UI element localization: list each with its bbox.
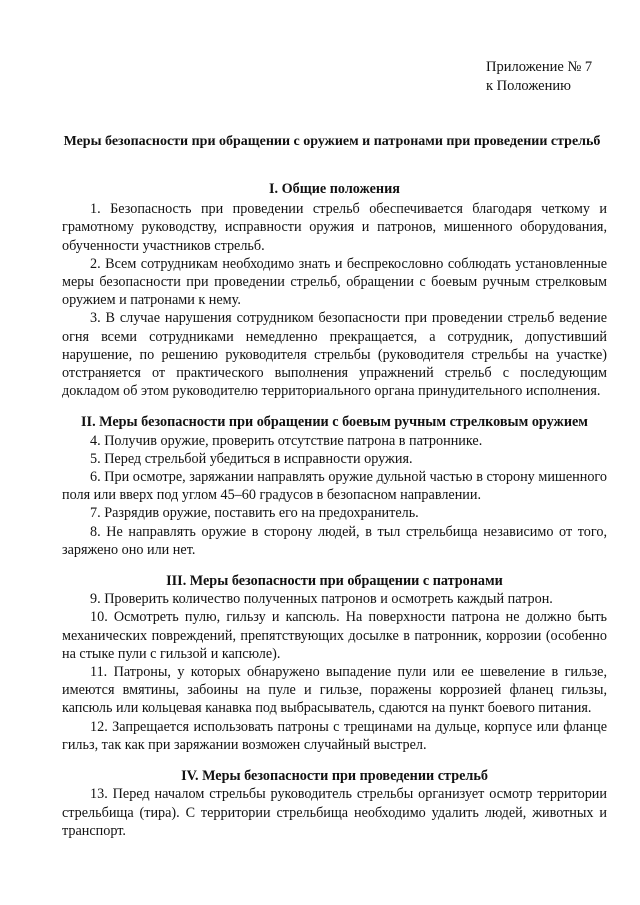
section-heading-3: III. Меры безопасности при обращении с патронами <box>166 573 503 590</box>
paragraph-1: 1. Безопасность при проведении стрельб обеспечивается благодаря четкому и грамотному руководству, исправности оружия и патронов, мишенного оборудования, обученности участников стрельб. <box>62 201 607 254</box>
section-heading-4: IV. Меры безопасности при проведении стрельб <box>181 768 488 785</box>
paragraph-4: 4. Получив оружие, проверить отсутствие патрона в патроннике. <box>90 432 483 449</box>
section-heading-1: I. Общие положения <box>269 181 400 197</box>
paragraph-6: 6. При осмотре, заряжании направлять оружие дульной частью в сторону мишенного поля или вверх под углом 45–60 градусов в безопасном направлении. <box>62 469 607 504</box>
paragraph-3: 3. В случае нарушения сотрудником безопасности при проведении стрельб ведение огня всеми сотрудниками немедленно прекращается, а сотрудник, допустивший нарушение, по решению руководителя стрельбы (руководителя стрельбы на участке) отстраняется от практического выполнения упражнений стрельб с последующим докладом об этом руководителю территориального органа принудительного исполнения. <box>62 310 607 400</box>
paragraph-13: 13. Перед началом стрельбы руководитель стрельбы организует осмотр территории стрельбища (тира). С территории стрельбища необходимо удалить людей, животных и транспорт. <box>62 786 607 839</box>
appendix-reference <box>486 58 592 96</box>
appendix-regulation: к Положению <box>486 78 571 94</box>
paragraph-12: 12. Запрещается использовать патроны с трещинами на дульце, корпусе или фланце гильз, так как при заряжании возможен случайный выстрел. <box>62 718 607 753</box>
paragraph-2: 2. Всем сотрудникам необходимо знать и беспрекословно соблюдать установленные меры безопасности при проведении стрельб, обращении с боевым ручным стрелковым оружием и патронами к нему. <box>62 255 607 309</box>
document-title: Меры безопасности при обращении с оружием и патронами при проведении стрельб <box>63 134 601 149</box>
paragraph-7: 7. Разрядив оружие, поставить его на предохранитель. <box>90 505 419 522</box>
paragraph-9: 9. Проверить количество полученных патронов и осмотреть каждый патрон. <box>90 591 553 608</box>
document-body <box>62 180 607 840</box>
paragraph-11: 11. Патроны, у которых обнаружено выпадение пули или ее шевеление в гильзе, имеются вмятины, забоины на пуле и гильзе, поражены коррозией фланец гильзы, капсюль или кольцевая канавка под выбрасыватель, сдаются на пункт боевого питания. <box>62 664 607 717</box>
section-heading-2: II. Меры безопасности при обращении с боевым ручным стрелковым оружием <box>81 414 588 431</box>
paragraph-10: 10. Осмотреть пулю, гильзу и капсюль. На поверхности патрона не должно быть механических повреждений, препятствующих досылке в патронник, коррозии (особенно на стыке пули с гильзой и капсюле). <box>62 609 607 662</box>
paragraph-8: 8. Не направлять оружие в сторону людей, в тыл стрельбища независимо от того, заряжено оно или нет. <box>62 523 607 558</box>
appendix-number: Приложение № 7 <box>486 59 593 75</box>
paragraph-5: 5. Перед стрельбой убедиться в исправности оружия. <box>90 450 413 467</box>
